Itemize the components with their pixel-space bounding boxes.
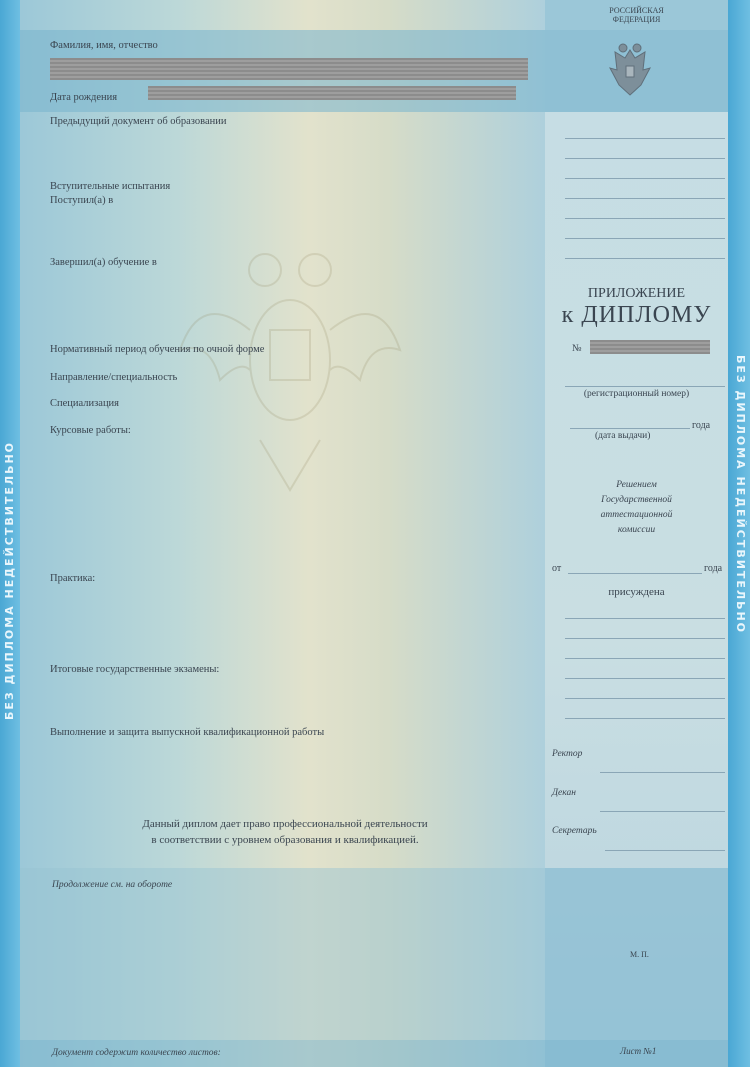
blank-line-7 bbox=[565, 258, 725, 259]
completed-label: Завершил(а) обучение в bbox=[50, 257, 157, 268]
blank-line-1 bbox=[565, 138, 725, 139]
stamp-place: М. П. bbox=[630, 950, 649, 959]
rights-line-1: Данный диплом дает право профессиональной деятельности bbox=[142, 818, 428, 830]
award-line-5 bbox=[565, 698, 725, 699]
title-line-1: ПРИЛОЖЕНИЕ bbox=[587, 286, 686, 301]
title-line-2: к ДИПЛОМУ bbox=[561, 302, 712, 328]
secretary-label: Секретарь bbox=[552, 826, 597, 836]
dean-label: Декан bbox=[552, 788, 576, 798]
year-word: года bbox=[692, 420, 711, 431]
issue-date-caption: (дата выдачи) bbox=[595, 431, 651, 441]
sheet-number: Лист №1 bbox=[620, 1046, 657, 1056]
reg-number-line bbox=[565, 386, 725, 387]
diploma-number-redacted bbox=[590, 340, 710, 354]
rector-signature-line bbox=[600, 772, 725, 773]
country-line-2: ФЕДЕРАЦИЯ bbox=[612, 15, 661, 24]
eagle-watermark bbox=[160, 210, 420, 510]
award-line-2 bbox=[565, 638, 725, 639]
fio-label: Фамилия, имя, отчество bbox=[50, 40, 158, 51]
awarded-label: присуждена bbox=[608, 586, 665, 598]
left-margin-text: БЕЗ ДИПЛОМА НЕДЕЙСТВИТЕЛЬНО bbox=[3, 440, 16, 720]
decision-date-line bbox=[568, 573, 702, 574]
coursework-label: Курсовые работы: bbox=[50, 425, 131, 436]
study-period-label: Нормативный период обучения по очной форме bbox=[50, 344, 265, 355]
decision-text bbox=[545, 478, 728, 538]
continued-band bbox=[20, 868, 545, 1040]
practice-label: Практика: bbox=[50, 573, 96, 584]
award-line-1 bbox=[565, 618, 725, 619]
secretary-signature-line bbox=[605, 850, 725, 851]
country-line-1: РОССИЙСКАЯ bbox=[609, 6, 664, 15]
blank-line-3 bbox=[565, 178, 725, 179]
decision-line-1: Решением bbox=[616, 480, 657, 490]
decision-line-3: аттестационной bbox=[600, 510, 673, 520]
blank-line-5 bbox=[565, 218, 725, 219]
continued-note: Продолжение см. на обороте bbox=[52, 880, 173, 890]
specialization-label: Специализация bbox=[50, 398, 120, 409]
dean-signature-line bbox=[600, 811, 725, 812]
blank-line-2 bbox=[565, 158, 725, 159]
fio-redacted bbox=[50, 58, 528, 80]
award-line-6 bbox=[565, 718, 725, 719]
right-margin-text: БЕЗ ДИПЛОМА НЕДЕЙСТВИТЕЛЬНО bbox=[734, 355, 747, 635]
decision-line-2: Государственной bbox=[601, 495, 672, 505]
award-line-4 bbox=[565, 678, 725, 679]
thesis-label: Выполнение и защита выпускной квалификационной работы bbox=[50, 727, 325, 738]
from-word: от bbox=[552, 563, 562, 574]
issue-date-line bbox=[570, 428, 690, 429]
coat-of-arms-icon bbox=[605, 40, 655, 100]
admitted-label: Поступил(а) в bbox=[50, 195, 114, 206]
state-exams-label: Итоговые государственные экзамены: bbox=[50, 664, 220, 675]
rights-line-2: в соответствии с уровнем образования и квалификацией. bbox=[151, 834, 419, 846]
entrance-exams-label: Вступительные испытания bbox=[50, 181, 171, 192]
rights-note bbox=[60, 816, 510, 848]
reg-number-caption: (регистрационный номер) bbox=[583, 389, 690, 399]
rector-label: Ректор bbox=[552, 749, 583, 759]
year-word-2: года bbox=[704, 563, 723, 574]
decision-line-4: комиссии bbox=[617, 525, 656, 535]
birth-date-label: Дата рождения bbox=[50, 92, 118, 103]
prev-doc-label: Предыдущий документ об образовании bbox=[50, 116, 227, 127]
award-line-3 bbox=[565, 658, 725, 659]
country-name bbox=[545, 6, 728, 24]
sheets-count-note: Документ содержит количество листов: bbox=[52, 1048, 221, 1058]
blank-line-4 bbox=[565, 198, 725, 199]
blank-line-6 bbox=[565, 238, 725, 239]
number-sign: № bbox=[572, 343, 582, 354]
direction-label: Направление/специальность bbox=[50, 372, 178, 383]
birth-date-redacted bbox=[148, 86, 516, 100]
